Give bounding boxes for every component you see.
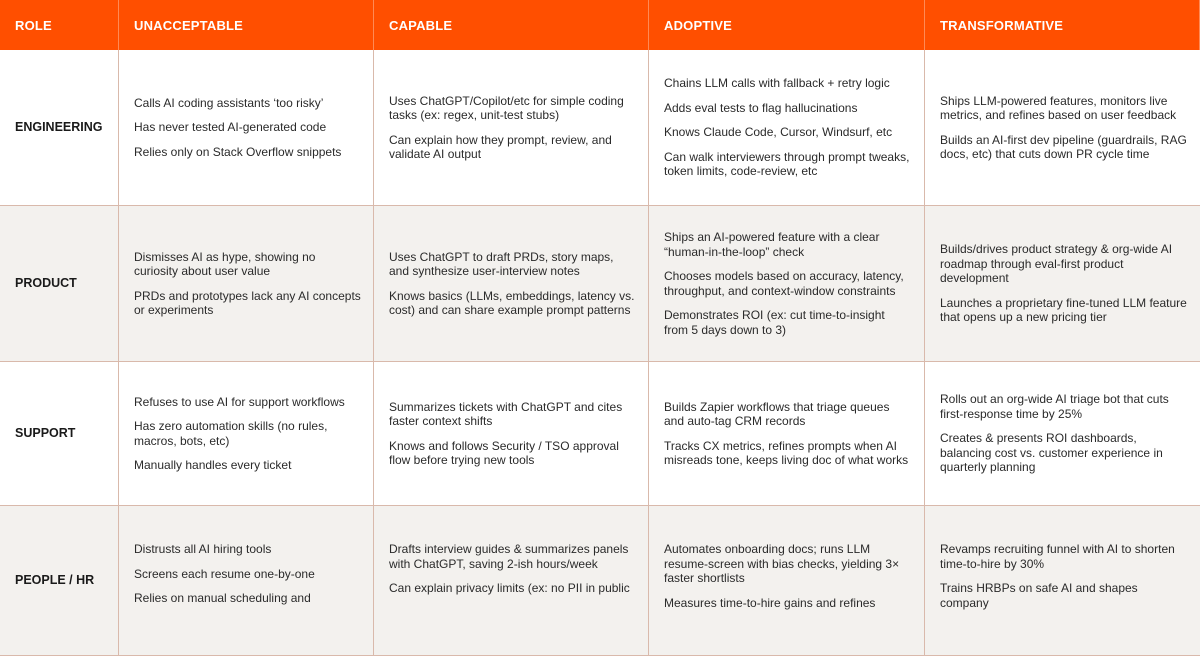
table-cell-line: Builds/drives product strategy & org-wide AI roadmap through eval-first product development [940,242,1173,286]
table-cell-line: Dismisses AI as hype, showing no curiosity about user value [134,249,316,278]
table-cell-line: Knows Claude Code, Cursor, Windsurf, etc [664,125,893,140]
cell-product-unacceptable [119,206,374,362]
table-cell-line: Has never tested AI-generated code [134,120,327,135]
table-cell-line: Drafts interview guides & summarizes panels with ChatGPT, saving 2-ish hours/week [389,542,629,571]
table-cell-line: Can explain how they prompt, review, and validate AI output [389,132,612,161]
table-cell-line: Screens each resume one-by-one [134,566,315,581]
row-label-product: PRODUCT [0,206,119,362]
table-cell-line: Revamps recruiting funnel with AI to shorten time-to-hire by 30% [940,542,1175,571]
table-cell-line: Distrusts all AI hiring tools [134,542,272,556]
table-cell-line: Trains HRBPs on safe AI and shapes company [940,581,1138,610]
table-cell-line: Uses ChatGPT to draft PRDs, story maps, and synthesize user-interview notes [389,249,614,278]
cell-people-hr-capable [374,506,649,656]
table-cell-line: Automates onboarding docs; runs LLM resume-screen with bias checks, yielding 3× faster shortlists [664,542,900,585]
cell-engineering-transformative [925,50,1200,206]
table-cell-line: Ships an AI-powered feature with a clear “human-in-the-loop” check [664,230,880,259]
cell-engineering-capable [374,50,649,206]
table-cell-line: Builds an AI-first dev pipeline (guardrails, RAG docs, etc) that cuts down PR cycle time [940,132,1187,161]
row-label-people-hr: PEOPLE / HR [0,506,119,656]
header-capable: CAPABLE [374,0,649,50]
table-cell-line: Ships LLM-powered features, monitors live metrics, and refines based on user feedback [940,93,1177,122]
table-cell-line: Adds eval tests to flag hallucinations [664,100,858,115]
cell-people-hr-adoptive [649,506,925,656]
header-unacceptable: UNACCEPTABLE [119,0,374,50]
table-cell-line: Refuses to use AI for support workflows [134,394,345,409]
row-label-support: SUPPORT [0,362,119,506]
table-cell-line: Has zero automation skills (no rules, macros, bots, etc) [134,419,328,448]
table-cell-line: Launches a proprietary fine-tuned LLM feature that opens up a new pricing tier [940,295,1187,325]
cell-product-capable [374,206,649,362]
table-cell-line: Can explain privacy limits (ex: no PII in public [389,581,630,595]
header-role: ROLE [0,0,119,50]
cell-product-adoptive [649,206,925,362]
cell-people-hr-transformative [925,506,1200,656]
cell-support-adoptive [649,362,925,506]
cell-product-transformative [925,206,1200,362]
table-cell-line: Creates & presents ROI dashboards, balancing cost vs. customer experience in quarterly planning [940,431,1163,475]
table-cell-line: Relies on manual scheduling and [134,591,311,605]
table-cell-line: Knows and follows Security / TSO approval flow before trying new tools [389,438,619,467]
cell-support-unacceptable [119,362,374,506]
cell-engineering-unacceptable [119,50,374,206]
header-transformative: TRANSFORMATIVE [925,0,1200,50]
table-cell-line: Chains LLM calls with fallback + retry logic [664,76,890,91]
table-cell-line: Rolls out an org-wide AI triage bot that cuts first-response time by 25% [940,392,1169,421]
table-cell-line: Calls AI coding assistants ‘too risky’ [134,95,324,110]
cell-support-capable [374,362,649,506]
table-cell-line: Knows basics (LLMs, embeddings, latency vs. cost) and can share example prompt patterns [389,288,635,317]
row-label-engineering: ENGINEERING [0,50,119,206]
table-cell-line: Builds Zapier workflows that triage queues and auto-tag CRM records [664,399,890,428]
table-cell-line: Manually handles every ticket [134,458,292,472]
header-adoptive: ADOPTIVE [649,0,925,50]
table-cell-line: Summarizes tickets with ChatGPT and cites faster context shifts [389,399,623,428]
table-cell-line: Chooses models based on accuracy, latency, throughput, and context-window constraints [664,269,904,298]
cell-support-transformative [925,362,1200,506]
table-cell-line: Tracks CX metrics, refines prompts when AI misreads tone, keeps living doc of what works [664,438,909,467]
table-cell-line: Relies only on Stack Overflow snippets [134,144,342,159]
cell-engineering-adoptive [649,50,925,206]
table-cell-line: Can walk interviewers through prompt tweaks, token limits, code-review, etc [664,149,910,179]
table-cell-line: Measures time-to-hire gains and refines [664,595,876,610]
cell-people-hr-unacceptable [119,506,374,656]
table-cell-line: PRDs and prototypes lack any AI concepts or experiments [134,288,361,317]
table-cell-line: Uses ChatGPT/Copilot/etc for simple coding tasks (ex: regex, unit-test stubs) [389,93,624,122]
table-cell-line: Demonstrates ROI (ex: cut time-to-insight from 5 days down to 3) [664,308,885,337]
